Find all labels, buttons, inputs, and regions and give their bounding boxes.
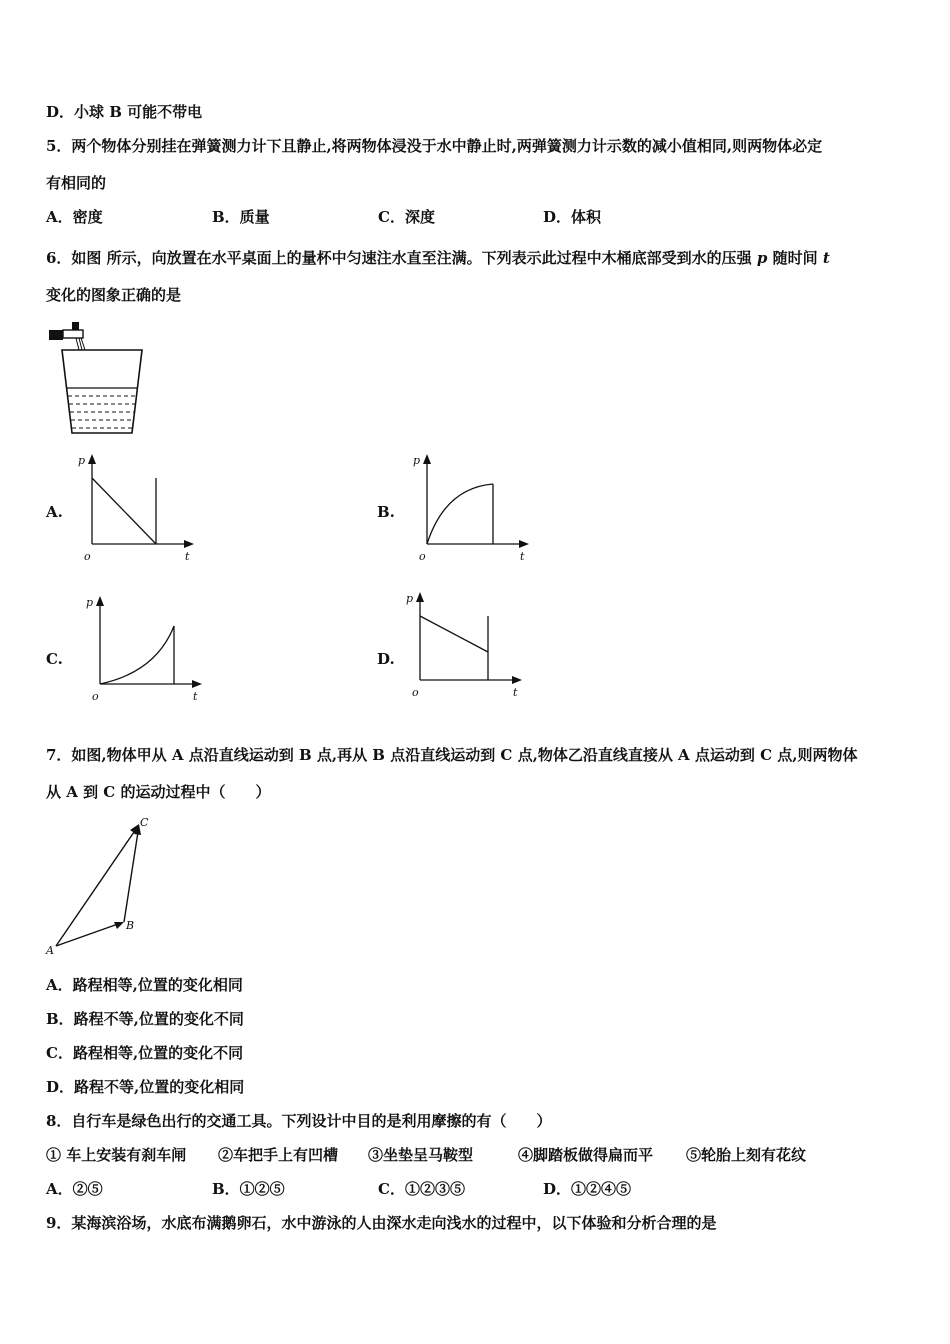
q7-stem-line1: 7．如图,物体甲从 A 点沿直线运动到 B 点,再从 B 点沿直线运动到 C 点,物体乙沿直线直接从 A 点运动到 C 点,则两物体 [46,746,858,764]
graph-a-axis-p: p [78,454,86,467]
displacement-triangle-figure [42,812,162,962]
q5-option-a: A．密度 [46,208,103,226]
graph-d-origin: o [412,686,419,699]
point-c: C [140,816,149,829]
graph-b-axis-t: t [520,550,525,563]
q7-stem-line2: 从 A 到 C 的运动过程中（ ） [46,783,271,801]
graph-d-axis-t: t [513,686,518,699]
graph-b [405,452,535,567]
graph-c-axis-p: p [86,596,94,609]
point-a: A [46,944,54,957]
q5-option-b: B．质量 [212,208,270,226]
q4-option-d: D．小球 B 可能不带电 [46,103,203,121]
graph-c [78,594,208,709]
q8-item-3: ③坐垫呈马鞍型 [368,1146,474,1164]
q7-option-a: A．路程相等,位置的变化相同 [46,976,243,994]
graph-a [70,452,200,567]
point-b: B [126,919,135,932]
q8-option-b: B．①②⑤ [212,1180,285,1198]
q8-stem: 8．自行车是绿色出行的交通工具。下列设计中目的是利用摩擦的有（ ） [46,1112,552,1130]
graph-d [398,590,528,705]
graph-b-origin: o [419,550,426,563]
graph-d-axis-p: p [406,592,414,605]
graph-b-axis-p: p [413,454,421,467]
graph-a-axis-t: t [185,550,190,563]
q8-option-d: D．①②④⑤ [543,1180,632,1198]
q8-option-a: A．②⑤ [46,1180,103,1198]
q7-option-b: B．路程不等,位置的变化不同 [46,1010,244,1028]
q9-stem: 9．某海滨浴场，水底布满鹅卵石，水中游泳的人由深水走向浅水的过程中，以下体验和分析合理的是 [46,1214,717,1232]
graph-a-label: A. [46,503,63,521]
q5-option-d: D．体积 [543,208,602,226]
q5-stem-line1: 5．两个物体分别挂在弹簧测力计下且静止,将两物体浸没于水中静止时,两弹簧测力计示数的减小值相同,则两物体必定 [46,137,823,155]
graph-b-label: B. [377,503,395,521]
faucet-handle-icon [49,330,63,340]
graph-d-label: D. [377,650,395,668]
graph-c-label: C. [46,650,63,668]
q5-stem-line2: 有相同的 [46,174,107,192]
variable-p: p [756,249,768,267]
graph-a-origin: o [84,550,91,563]
q5-option-c: C．深度 [378,208,435,226]
q8-option-c: C．①②③⑤ [378,1180,465,1198]
q7-option-c: C．路程相等,位置的变化不同 [46,1044,244,1062]
measuring-cup-figure [46,318,146,438]
q8-item-1: ① 车上安装有刹车闸 [46,1146,187,1164]
graph-c-axis-t: t [193,690,198,703]
graph-c-origin: o [92,690,99,703]
q7-option-d: D．路程不等,位置的变化相同 [46,1078,245,1096]
q8-item-5: ⑤轮胎上刻有花纹 [686,1146,807,1164]
variable-t: t [822,249,830,267]
q6-stem-line1: 6．如图 所示，向放置在水平桌面上的量杯中匀速注水直至注满。下列表示此过程中木桶底部受到水的压强 p 随时间 t [46,249,830,267]
q6-stem-line2: 变化的图象正确的是 [46,286,182,304]
q8-item-2: ②车把手上有凹槽 [218,1146,339,1164]
q8-item-4: ④脚踏板做得扁而平 [518,1146,654,1164]
